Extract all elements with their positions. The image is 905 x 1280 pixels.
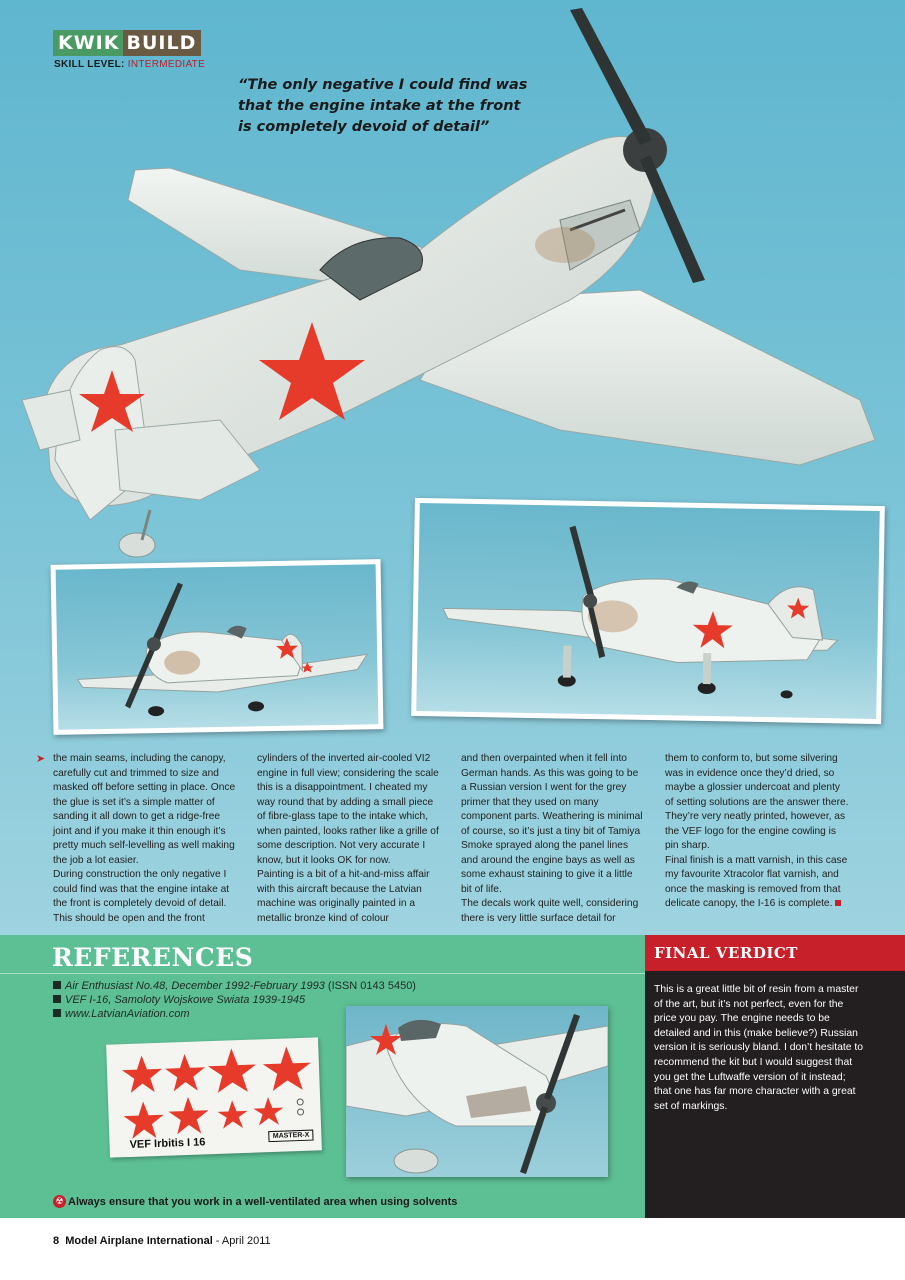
decal-brand-logo: MASTER-X — [269, 1130, 314, 1143]
column-3-paragraph-2: The decals work quite well, considering there is very little surface detail for — [461, 898, 639, 924]
photo-cowling-closeup — [346, 1006, 608, 1177]
column-3-paragraph-1: and then overpainted when it fell into German hands. As this was going to be a Russian version I went for the grey primer that they used on many component parts. Weathering is minimal of course, so it’s just a tiny bit of Tamiya Smoke sprayed along the panel lines and around the engine bays as well as some exhaust staining to give it a little bit of life. — [461, 753, 643, 895]
reference-item — [53, 979, 416, 993]
photo-side-view — [411, 498, 885, 724]
reference-link: www.LatvianAviation.com — [65, 1008, 190, 1020]
kwik-build-badge — [53, 30, 201, 56]
badge-kwik: KWIK — [53, 30, 123, 56]
column-4-paragraph-2 — [665, 854, 850, 912]
references-panel — [0, 935, 645, 1218]
column-2-paragraph-1: cylinders of the inverted air-cooled VI2 engine in full view; considering the scale this is a disappointment. I cheated my way round that by adding a small piece of fibre-glass tape to the intake which, when painted, looks rather like a grille of some description. Not very accurate I know, but it looks OK for now. — [257, 753, 439, 866]
decal-sheet — [106, 1037, 322, 1157]
column-1-paragraph-2: During construction the only negative I could find was that the engine intake at the front is completely devoid of detail. This should be open and the front — [53, 869, 230, 924]
column-4-paragraph-2-text: Final finish is a matt varnish, in this case my favourite Xtracolor flat varnish, and once the masking is removed from that delicate canopy, the I-16 is complete. — [665, 854, 848, 909]
reference-detail: (ISSN 0143 5450) — [324, 980, 416, 992]
column-4 — [665, 752, 850, 912]
aircraft-closeup-photo — [346, 1006, 608, 1177]
final-verdict-text: This is a great little bit of resin from a master of the art, but it’s not perfect, even for the price you pay. The engine needs to be detailed and in this (make believe?) Russian version it is seriously bland. I don’t hesitate to recommend the kit but I would suggest that you get the Luftwaffe version of it instead; that one has far more character with a great set of markings. — [654, 984, 864, 1112]
page-footer: 8 Model Airplane International - April 2011 — [53, 1235, 271, 1247]
safety-note — [0, 1187, 645, 1218]
column-1 — [36, 752, 238, 926]
badge-build: BUILD — [123, 30, 201, 56]
pull-quote: “The only negative I could find was that the engine intake at the front is completely devoid of detail” — [238, 77, 528, 135]
article-body — [0, 752, 905, 932]
final-verdict-header — [645, 935, 905, 971]
column-2 — [257, 752, 442, 926]
column-1-paragraph-1: the main seams, including the canopy, carefully cut and trimmed to size and masked off before setting in place. Once the glue is set it’s a simple matter of sanding it all down to get a ridge-free joint and if you make it thin enough it’s pretty much self-levelling as well making the job a lot easier. — [53, 753, 236, 866]
hazard-icon: ☢ — [53, 1195, 66, 1208]
continued-arrow-icon: ➤ — [36, 753, 46, 765]
final-verdict-title: FINAL VERDICT — [654, 944, 798, 962]
safety-text: Always ensure that you work in a well-ventilated area when using solvents — [68, 1196, 458, 1208]
end-mark-icon — [835, 900, 841, 906]
aircraft-side-photo — [416, 503, 880, 719]
magazine-name: Model Airplane International — [65, 1235, 213, 1247]
reference-title: VEF I-16, Samoloty Wojskowe Swiata 1939-1945 — [65, 994, 306, 1006]
column-3 — [461, 752, 646, 926]
decal-label: VEF Irbitis I 16 — [129, 1136, 206, 1151]
skill-label: SKILL LEVEL: — [54, 59, 125, 70]
bullet-icon — [53, 995, 61, 1003]
aircraft-front-photo — [56, 564, 379, 730]
column-4-paragraph-1: them to conform to, but some silvering was in evidence once they’d dried, so maybe a glossier undercoat and plenty of setting solutions are the answer there. They’re very neatly printed, however, as the VEF logo for the engine cowling is pin sharp. — [665, 753, 849, 851]
skill-value: INTERMEDIATE — [127, 59, 206, 70]
photo-front-view — [51, 559, 384, 735]
page-number: 8 — [53, 1235, 60, 1247]
skill-level — [54, 59, 205, 70]
reference-item — [53, 993, 416, 1007]
references-divider — [0, 973, 645, 974]
bullet-icon — [53, 1009, 61, 1017]
reference-title: Air Enthusiast No.48, December 1992-February 1993 — [65, 980, 325, 992]
column-2-paragraph-2: Painting is a bit of a hit-and-miss affair with this aircraft because the Latvian machine was originally painted in a metallic bronze kind of colour — [257, 869, 430, 924]
issue-date: April 2011 — [221, 1235, 271, 1247]
final-verdict-panel — [645, 935, 905, 1218]
references-title: REFERENCES — [52, 943, 254, 972]
bullet-icon — [53, 981, 61, 989]
